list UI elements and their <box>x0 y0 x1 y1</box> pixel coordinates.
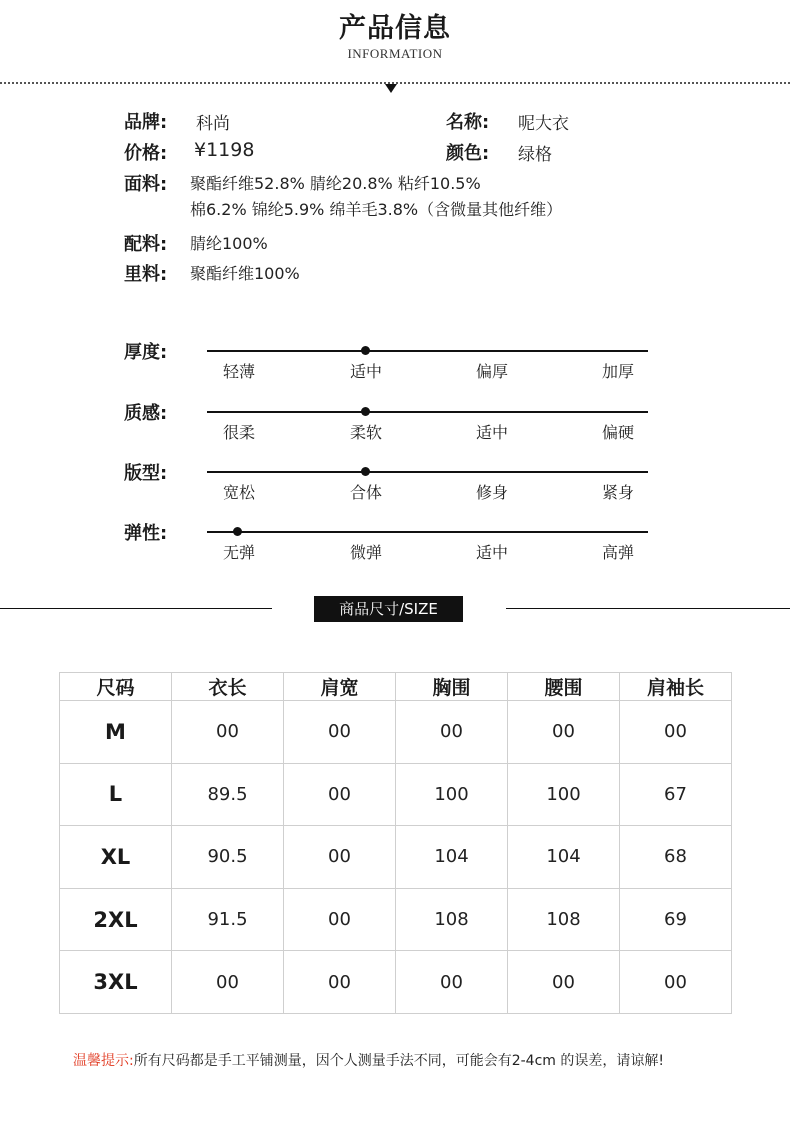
scale-line <box>207 411 648 413</box>
size-section-badge: 商品尺寸/SIZE <box>314 596 463 622</box>
scale-option: 微弹 <box>349 543 382 562</box>
lining-label: 里料: <box>124 264 168 285</box>
size-cell: 3XL <box>60 951 172 1014</box>
scale-title: 厚度: <box>124 342 168 363</box>
scale-option: 适中 <box>349 362 382 381</box>
table-row <box>60 826 732 889</box>
measurement-cell: 00 <box>284 826 396 889</box>
scale-option: 宽松 <box>222 483 255 502</box>
color-value: 绿格 <box>518 145 552 165</box>
scale-option: 无弹 <box>222 543 255 562</box>
scale-option: 偏厚 <box>475 362 508 381</box>
scale-line <box>207 531 648 533</box>
page-subtitle: INFORMATION <box>347 46 443 61</box>
measurement-cell: 00 <box>508 701 620 764</box>
measurement-cell: 00 <box>396 951 508 1014</box>
note-prefix: 温馨提示: <box>73 1053 134 1069</box>
scale-line <box>207 350 648 352</box>
brand-value: 科尚 <box>196 114 230 134</box>
measurement-cell: 00 <box>396 701 508 764</box>
measurement-cell: 104 <box>508 826 620 889</box>
scale-option: 适中 <box>475 543 508 562</box>
size-divider-right <box>506 608 790 609</box>
size-cell: M <box>60 701 172 764</box>
brand-label: 品牌: <box>124 112 168 133</box>
name-value: 呢大衣 <box>518 114 569 134</box>
scale-option: 加厚 <box>601 362 634 381</box>
fabric-line-1: 聚酯纤维52.8% 腈纶20.8% 粘纤10.5% <box>190 174 481 193</box>
note-text: 所有尺码都是手工平铺测量，因个人测量手法不同，可能会有2-4cm 的误差，请谅解! <box>133 1053 664 1069</box>
header-waist: 腰围 <box>508 673 620 701</box>
table-row <box>60 888 732 951</box>
measurement-cell: 00 <box>284 701 396 764</box>
scale-option: 偏硬 <box>601 423 634 442</box>
measurement-cell: 104 <box>396 826 508 889</box>
price-label: 价格: <box>124 143 168 164</box>
measurement-cell: 108 <box>396 888 508 951</box>
scale-title: 版型: <box>124 463 168 484</box>
scale-option: 很柔 <box>222 423 255 442</box>
measurement-cell: 67 <box>620 763 732 826</box>
color-label: 颜色: <box>446 143 490 164</box>
measurement-cell: 00 <box>284 951 396 1014</box>
measurement-cell: 00 <box>284 888 396 951</box>
measurement-cell: 00 <box>284 763 396 826</box>
accessory-value: 腈纶100% <box>190 234 268 253</box>
scale-option: 高弹 <box>601 543 634 562</box>
size-cell: XL <box>60 826 172 889</box>
measurement-cell: 00 <box>620 951 732 1014</box>
size-note <box>73 1050 664 1070</box>
size-cell: L <box>60 763 172 826</box>
scale-marker <box>361 467 370 476</box>
size-cell: 2XL <box>60 888 172 951</box>
price-value: ¥1198 <box>194 139 255 161</box>
measurement-cell: 69 <box>620 888 732 951</box>
size-divider-left <box>0 608 272 609</box>
name-label: 名称: <box>446 112 490 133</box>
scale-option: 紧身 <box>601 483 634 502</box>
fabric-label: 面料: <box>124 174 168 195</box>
size-table-header <box>60 673 732 701</box>
scale-option: 适中 <box>475 423 508 442</box>
header-chest: 胸围 <box>396 673 508 701</box>
page-title: 产品信息 <box>339 13 451 44</box>
measurement-cell: 68 <box>620 826 732 889</box>
header-length: 衣长 <box>172 673 284 701</box>
fabric-line-2: 棉6.2% 锦纶5.9% 绵羊毛3.8%（含微量其他纤维） <box>190 200 563 219</box>
table-row <box>60 763 732 826</box>
scale-marker <box>233 527 242 536</box>
header-size: 尺码 <box>60 673 172 701</box>
scale-option: 合体 <box>349 483 382 502</box>
scale-title: 质感: <box>124 403 168 424</box>
measurement-cell: 100 <box>396 763 508 826</box>
measurement-cell: 108 <box>508 888 620 951</box>
scale-option: 轻薄 <box>222 362 255 381</box>
measurement-cell: 89.5 <box>172 763 284 826</box>
measurement-cell: 00 <box>508 951 620 1014</box>
measurement-cell: 100 <box>508 763 620 826</box>
scale-marker <box>361 346 370 355</box>
scale-marker <box>361 407 370 416</box>
triangle-down-icon <box>385 84 397 93</box>
header-shoulder: 肩宽 <box>284 673 396 701</box>
header-sleeve: 肩袖长 <box>620 673 732 701</box>
scale-option: 修身 <box>475 483 508 502</box>
table-row <box>60 951 732 1014</box>
scale-option: 柔软 <box>349 423 382 442</box>
scale-title: 弹性: <box>124 523 168 544</box>
table-row <box>60 701 732 764</box>
measurement-cell: 90.5 <box>172 826 284 889</box>
measurement-cell: 00 <box>172 701 284 764</box>
scale-line <box>207 471 648 473</box>
measurement-cell: 00 <box>172 951 284 1014</box>
lining-value: 聚酯纤维100% <box>190 264 300 283</box>
size-table <box>59 672 732 1014</box>
measurement-cell: 00 <box>620 701 732 764</box>
accessory-label: 配料: <box>124 234 168 255</box>
measurement-cell: 91.5 <box>172 888 284 951</box>
